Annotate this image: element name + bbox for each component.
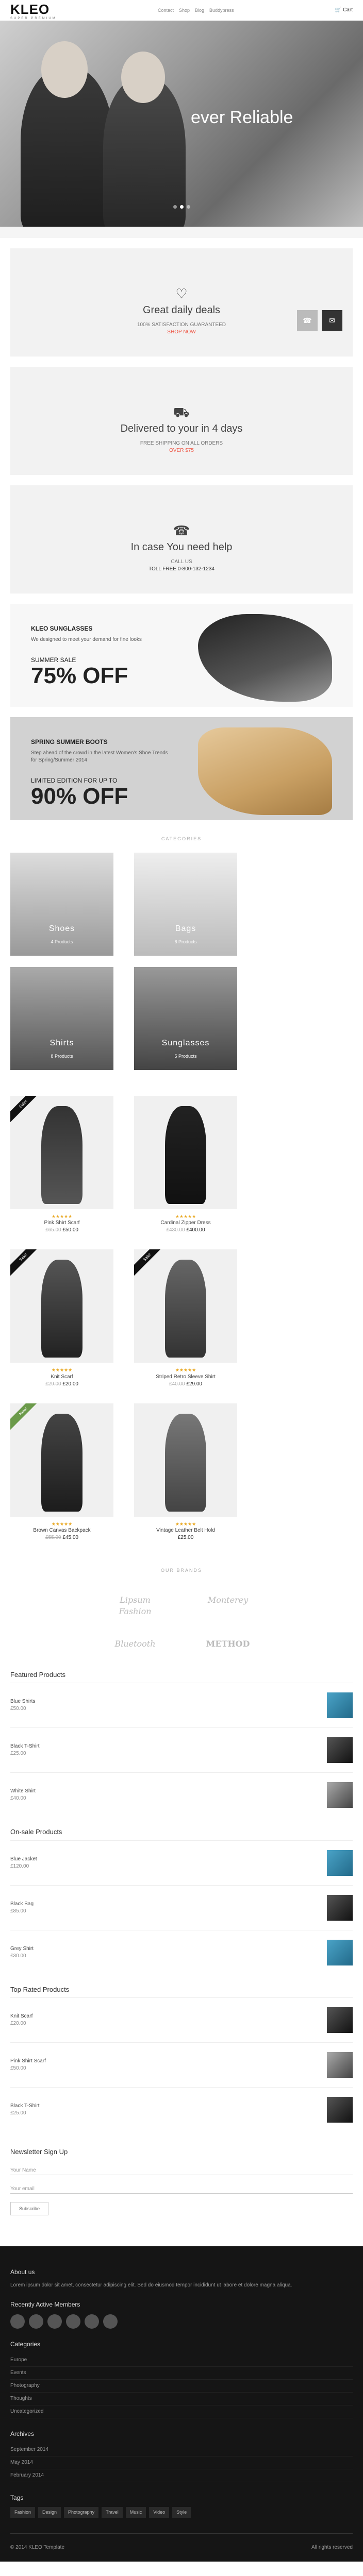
divider-strip: [0, 227, 363, 238]
avatar[interactable]: [85, 2314, 99, 2329]
widget-item[interactable]: White Shirt £40.00: [10, 1772, 353, 1817]
social-buttons: [297, 310, 342, 331]
product-card[interactable]: Sale! ★★★★★ Pink Shirt Scarf £65.00 £50.00: [10, 1096, 113, 1234]
top-bar: [0, 0, 363, 21]
product-thumb: [327, 1692, 353, 1718]
widget-title: Featured Products: [10, 1671, 65, 1679]
widget-featured: [0, 1670, 363, 1817]
name-field[interactable]: Your Name: [10, 2157, 353, 2175]
top-link[interactable]: Buddypress: [209, 7, 234, 13]
avatar[interactable]: [66, 2314, 80, 2329]
product-thumb: [327, 1895, 353, 1921]
footer-heading: About us: [10, 2268, 35, 2276]
avatar[interactable]: [103, 2314, 118, 2329]
tag-cloud: [10, 2507, 353, 2518]
brand-logo[interactable]: Lipsum Fashion: [119, 1595, 152, 1617]
sale-badge: Sale!: [134, 1249, 168, 1278]
footer-link[interactable]: Thoughts: [10, 2393, 353, 2405]
product-thumb: [327, 1940, 353, 1965]
widget-toprated: [0, 1985, 363, 2132]
promo-head: SPRING SUMMER BOOTS: [31, 738, 108, 745]
top-link[interactable]: Blog: [195, 7, 205, 13]
widget-onsale: [0, 1827, 363, 1974]
slider-dot[interactable]: [187, 205, 190, 209]
feature-box-help: [10, 485, 353, 594]
product-card[interactable]: ★★★★★ Cardinal Zipper Dress £430.00 £400.00: [134, 1096, 237, 1234]
sale-badge: Sale!: [10, 1096, 44, 1125]
credit: All rights reserved: [311, 2545, 353, 2551]
category-tile[interactable]: Shirts 8 Products: [10, 967, 113, 1070]
promo-sunglasses[interactable]: [10, 604, 353, 707]
footer-heading: Categories: [10, 2341, 41, 2348]
top-link[interactable]: Shop: [178, 7, 190, 13]
site-logo[interactable]: KLEO SUPER PREMIUM: [10, 1, 57, 20]
category-tile[interactable]: Shoes 4 Products: [10, 853, 113, 956]
product-thumb: [327, 1782, 353, 1808]
widget-item[interactable]: Black Bag £85.00: [10, 1885, 353, 1930]
hero-face: [121, 52, 165, 103]
top-link[interactable]: Contact: [157, 7, 174, 13]
product-thumb: [327, 2007, 353, 2033]
feature-box-deals: [10, 248, 353, 357]
brand-logo[interactable]: Bluetooth: [114, 1638, 156, 1649]
feature-link[interactable]: OVER $75: [169, 448, 194, 453]
footer-link[interactable]: Events: [10, 2367, 353, 2380]
feature-title: In case You need help: [130, 541, 233, 553]
feature-title: Great daily deals: [142, 304, 221, 316]
widget-item[interactable]: Grey Shirt £30.00: [10, 1930, 353, 1975]
promo-sub: LIMITED EDITION FOR UP TO: [31, 776, 118, 784]
newsletter: [0, 2147, 363, 2216]
brand-logo[interactable]: METHOD: [206, 1638, 250, 1649]
footer-link[interactable]: September 2014: [10, 2444, 353, 2456]
tag[interactable]: Fashion: [10, 2507, 35, 2518]
phone-icon[interactable]: ☎: [297, 310, 318, 331]
product-card[interactable]: ★★★★★ Vintage Leather Belt Hold £25.00: [134, 1403, 237, 1542]
feature-link[interactable]: SHOP NOW: [167, 329, 196, 335]
widget-item[interactable]: Black T-Shirt £25.00: [10, 2087, 353, 2132]
promo-sub: SUMMER SALE: [31, 656, 76, 664]
email-field[interactable]: Your email: [10, 2175, 353, 2194]
feature-phone: TOLL FREE 0-800-132-1234: [148, 566, 214, 572]
section-heading: OUR BRANDS: [160, 1568, 202, 1573]
footer-bottom: [10, 2533, 353, 2551]
footer-link[interactable]: Europe: [10, 2354, 353, 2367]
hero-tagline: ever Reliable: [191, 108, 293, 127]
footer-about: Lorem ipsum dolor sit amet, consectetur adipiscing elit. Sed do eiusmod tempor incididunt ut labore et dolore magna aliqua.: [10, 2282, 292, 2289]
tag[interactable]: Design: [38, 2507, 61, 2518]
footer-categories: [10, 2354, 353, 2418]
product-thumb: [327, 2052, 353, 2078]
product-card[interactable]: Sale! ★★★★★ Striped Retro Sleeve Shirt £40.00 £29.00: [134, 1249, 237, 1388]
widget-item[interactable]: Pink Shirt Scarf £50.00: [10, 2042, 353, 2087]
product-card[interactable]: New! ★★★★★ Brown Canvas Backpack £55.00 £45.00: [10, 1403, 113, 1542]
tag[interactable]: Style: [172, 2507, 191, 2518]
promo-image: [198, 614, 332, 702]
widget-title: On-sale Products: [10, 1828, 62, 1836]
feature-line: 100% SATISFACTION GUARANTEED: [137, 322, 226, 328]
category-tile[interactable]: Sunglasses 5 Products: [134, 967, 237, 1070]
rating-stars: ★★★★★: [51, 1213, 73, 1219]
footer-archives: [10, 2444, 353, 2482]
member-avatars: [10, 2314, 353, 2329]
phone-icon: ☎: [173, 523, 190, 538]
footer-link[interactable]: May 2014: [10, 2456, 353, 2469]
feature-line: CALL US: [171, 559, 192, 565]
heart-icon: ♡: [175, 286, 188, 301]
category-grid: [0, 853, 363, 1070]
tag[interactable]: Video: [149, 2507, 169, 2518]
promo-boots[interactable]: [10, 717, 353, 820]
subscribe-button[interactable]: Subscribe: [10, 2202, 48, 2216]
slider-dots: [0, 202, 363, 211]
category-tile[interactable]: Bags 6 Products: [134, 853, 237, 956]
widget-item[interactable]: Black T-Shirt £25.00: [10, 1727, 353, 1772]
promo-text: Step ahead of the crowd in the latest Women's Shoe Trends for Spring/Summer 2014: [31, 750, 168, 763]
rating-stars: ★★★★★: [51, 1367, 73, 1373]
widget-item[interactable]: Blue Shirts £50.00: [10, 1683, 353, 1727]
cart-icon: 🛒: [335, 7, 342, 13]
top-links: [158, 7, 234, 14]
widget-item[interactable]: Knit Scarf £20.00: [10, 1997, 353, 2042]
footer-heading: Archives: [10, 2430, 35, 2437]
sale-badge: Sale!: [10, 1249, 44, 1278]
brand-logo[interactable]: Monterey: [207, 1595, 249, 1605]
rating-stars: ★★★★★: [175, 1213, 196, 1219]
tag[interactable]: Music: [126, 2507, 146, 2518]
hero-face: [41, 41, 88, 98]
footer-link[interactable]: February 2014: [10, 2469, 353, 2482]
product-thumb: [327, 1737, 353, 1763]
tag[interactable]: Photography: [64, 2507, 98, 2518]
feature-title: Delivered to your in 4 days: [120, 423, 243, 434]
promo-discount: 90% OFF: [31, 783, 128, 809]
feature-box-delivery: [10, 367, 353, 475]
widget-item[interactable]: Blue Jacket £120.00: [10, 1840, 353, 1885]
rating-stars: ★★★★★: [175, 1521, 196, 1527]
feature-line: FREE SHIPPING ON ALL ORDERS: [140, 440, 223, 446]
section-heading: CATEGORIES: [161, 836, 202, 841]
rating-stars: ★★★★★: [51, 1521, 73, 1527]
product-grid: [0, 1096, 363, 1542]
avatar[interactable]: [10, 2314, 25, 2329]
hero-slider: [0, 21, 363, 227]
tag[interactable]: Travel: [102, 2507, 123, 2518]
avatar[interactable]: [29, 2314, 43, 2329]
cart-link[interactable]: 🛒 Cart: [335, 7, 353, 13]
brand-logos: [0, 1595, 363, 1618]
footer-heading: Recently Active Members: [10, 2301, 80, 2309]
new-badge: New!: [10, 1403, 44, 1432]
avatar[interactable]: [47, 2314, 62, 2329]
product-thumb: [327, 1850, 353, 1876]
promo-discount: 75% OFF: [31, 663, 128, 688]
promo-text: We designed to meet your demand for fine looks: [31, 636, 142, 642]
product-thumb: [327, 2097, 353, 2123]
promo-head: KLEO SUNGLASSES: [31, 625, 93, 632]
footer-link[interactable]: Photography: [10, 2380, 353, 2393]
promo-image: [198, 727, 332, 815]
site-footer: [0, 2246, 363, 2562]
newsletter-title: Newsletter Sign Up: [10, 2147, 68, 2156]
rating-stars: ★★★★★: [175, 1367, 196, 1373]
copyright: © 2014 KLEO Template: [10, 2545, 65, 2551]
slider-dot[interactable]: [173, 205, 177, 209]
footer-link[interactable]: Uncategorized: [10, 2405, 353, 2418]
truck-icon: ⛟: [173, 404, 190, 420]
product-card[interactable]: Sale! ★★★★★ Knit Scarf £29.00 £20.00: [10, 1249, 113, 1388]
widget-title: Top Rated Products: [10, 1985, 70, 1993]
chat-icon[interactable]: ✉: [322, 310, 342, 331]
brand-logos: [0, 1638, 363, 1650]
footer-heading: Tags: [10, 2494, 24, 2501]
slider-dot[interactable]: [180, 205, 184, 209]
